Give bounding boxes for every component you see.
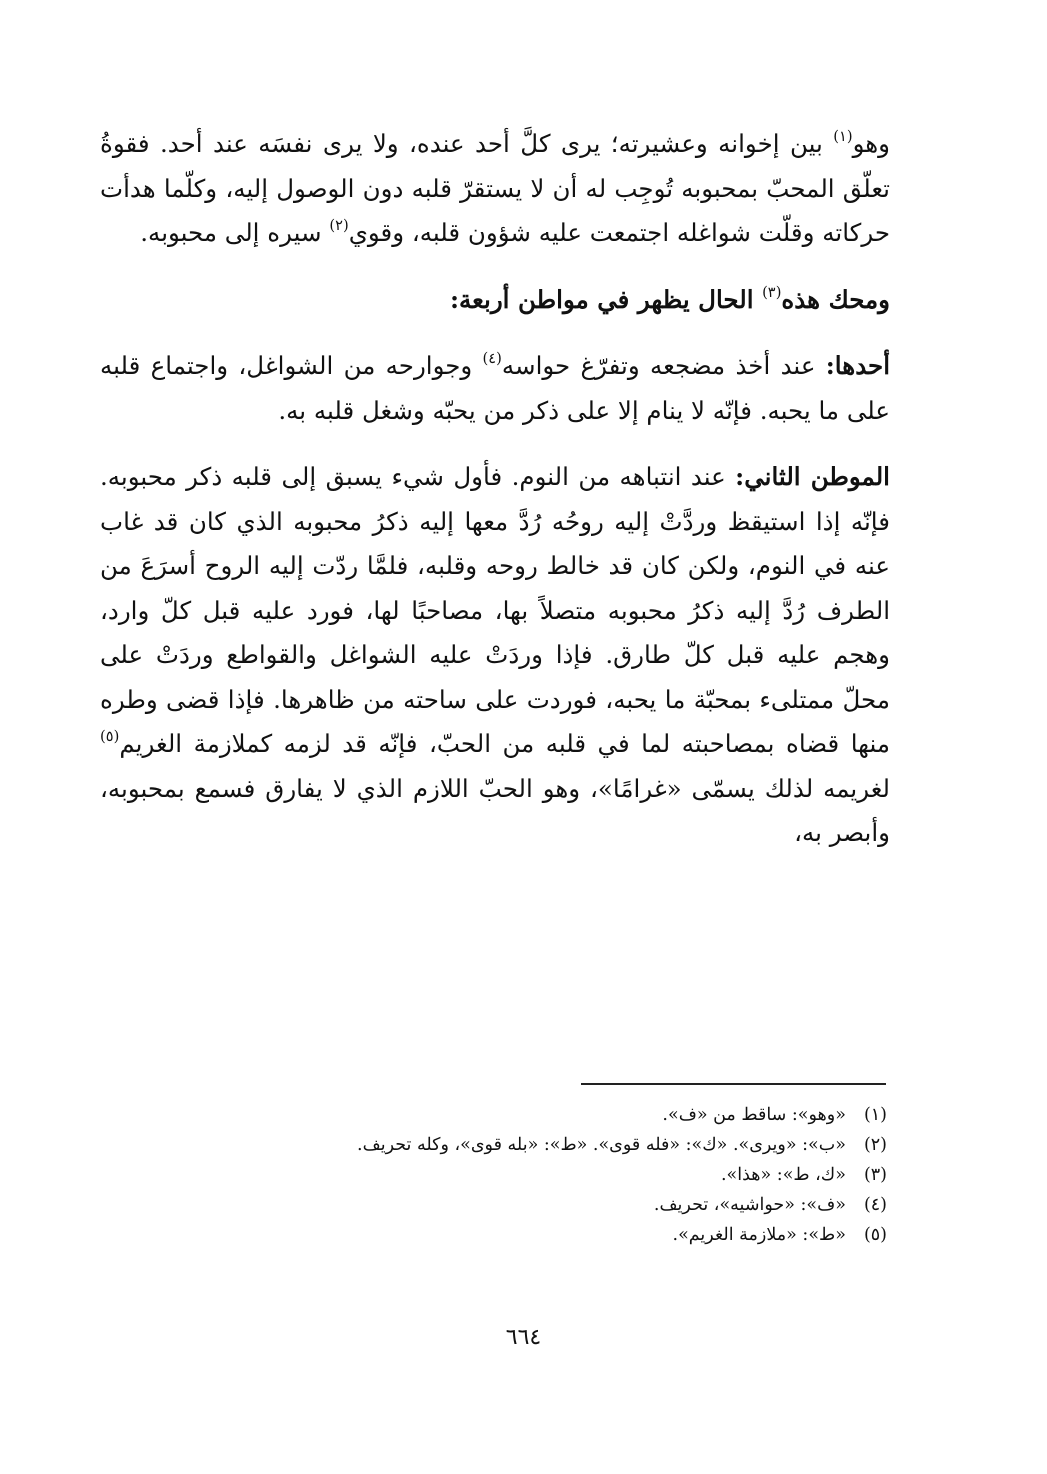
footnote-2: [357, 1130, 887, 1160]
footnote-text: «ب»: «ويرى». «ك»: «فله قوى». «ط»: «بله قوى»، وكله تحريف.: [357, 1135, 846, 1155]
footnote-separator: [581, 1083, 886, 1085]
footnote-1: [357, 1100, 887, 1130]
footnote-text: «وهو»: ساقط من «ف».: [662, 1105, 846, 1125]
footnotes: [357, 1100, 887, 1250]
footnote-ref-2: (٢): [329, 216, 349, 234]
text-run: ومحك هذه: [781, 284, 890, 314]
main-text: [100, 122, 890, 856]
page-number: ٦٦٤: [505, 1325, 542, 1350]
footnote-4: [357, 1190, 887, 1220]
text-run: وهو: [852, 129, 890, 158]
text-run: لغريمه لذلك يسمّى «غرامًا»، وهو الحبّ اللازم الذي لا يفارق فسمع بمحبوبه، وأبصر به،: [100, 773, 890, 847]
footnote-3: [357, 1160, 887, 1190]
footnote-ref-1: (١): [833, 127, 853, 145]
text-run: سيره إلى محبوبه.: [140, 218, 330, 247]
footnote-ref-4: (٤): [482, 349, 502, 367]
footnote-ref-5: (٥): [100, 727, 120, 745]
text-run: بين إخوانه وعشيرته؛ يرى كلَّ أحد عنده، ولا يرى نفسَه عند أحد. فقوةُ تعلّق المحبّ بمحبوبه تُوجِب له أن لا يستقرّ قلبه دون الوصول إليه، وكلّما هدأت حركاته وقلّت شواغله اجتمعت عليه شؤون قلبه، وقوي: [100, 129, 890, 247]
paragraph-1: [100, 122, 890, 256]
footnote-number: (٥): [863, 1225, 887, 1245]
text-run: الحال يظهر في مواطن أربعة:: [450, 284, 763, 314]
text-run: عند أخذ مضجعه وتفرّغ حواسه: [501, 351, 826, 380]
footnote-number: (٤): [863, 1195, 887, 1215]
paragraph-3: [100, 455, 890, 856]
paragraph-2: [100, 344, 890, 433]
footnote-5: [357, 1220, 887, 1250]
text-run: عند انتباهه من النوم. فأول شيء يسبق إلى قلبه ذكر محبوبه. فإنّه إذا استيقظ وردَّتْ إليه روحُه رُدَّ معها إليه ذكرُ محبوبه الذي كان قد غاب عنه في النوم، ولكن كان قد خالط روحه وقلبه، فلمَّا ردّت إليه الروح أسرَعَ من الطرف رُدَّ إليه ذكرُ محبوبه متصلاً بها، مصاحبًا لها، فورد عليه قبل كلّ وارد، وهجم عليه قبل كلّ طارق. فإذا وردَتْ عليه الشواغل والقواطع وردَتْ على محلّ ممتلىء بمحبّة ما يحبه، فوردت على ساحته من ظاهرها. فإذا قضى وطره منها قضاه بمصاحبته لما في قلبه من الحبّ، فإنّه قد لزمه كملازمة الغريم: [100, 462, 890, 758]
footnote-text: «ك، ط»: «هذا».: [720, 1165, 846, 1185]
footnote-text: «ف»: «حواشيه»، تحريف.: [653, 1195, 846, 1215]
footnote-number: (٣): [863, 1165, 887, 1185]
section-heading: [100, 278, 890, 323]
lead-term: الموطن الثاني:: [735, 462, 890, 491]
footnote-text: «ط»: «ملازمة الغريم».: [672, 1225, 846, 1245]
footnote-ref-3: (٣): [762, 283, 782, 301]
lead-term: أحدها:: [825, 351, 891, 380]
footnote-number: (١): [863, 1105, 887, 1125]
footnote-number: (٢): [863, 1135, 887, 1155]
text-run: وجوارحه من الشواغل، واجتماع قلبه على ما يحبه. فإنّه لا ينام إلا على ذكر من يحبّه وشغل قلبه به.: [100, 351, 890, 425]
